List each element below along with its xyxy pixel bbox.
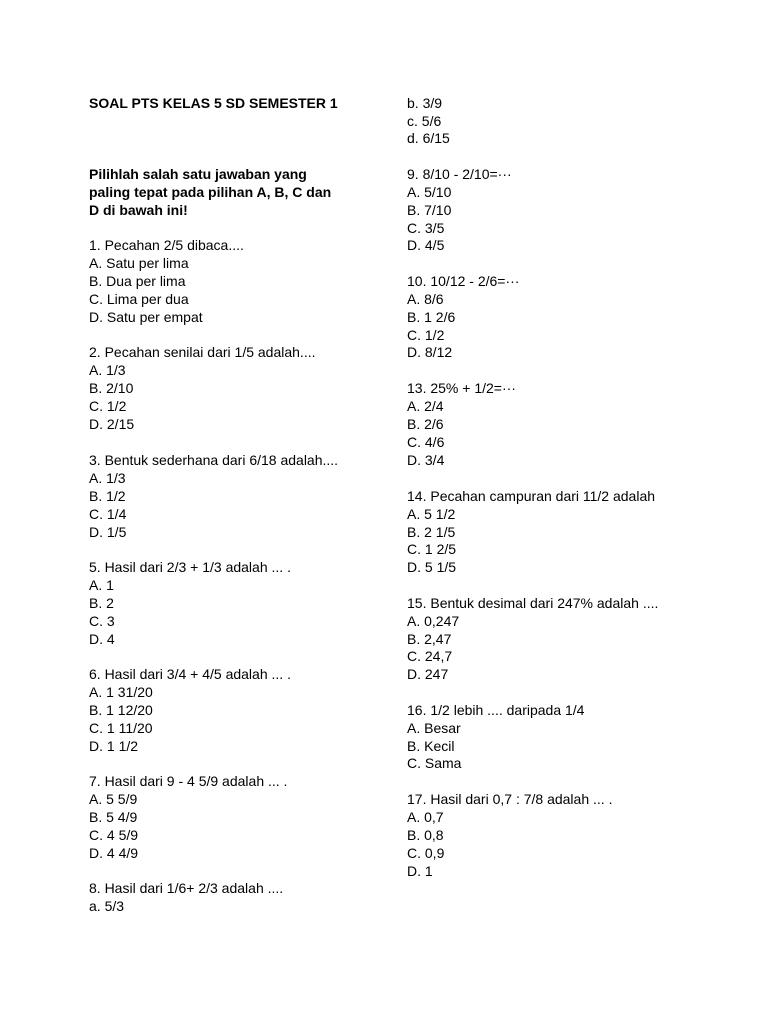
question-line: A. 5/10 (407, 184, 452, 200)
question-line: A. 5 5/9 (89, 791, 138, 807)
question-line: C. 3 (89, 613, 115, 629)
question-line: B. 1/2 (89, 488, 126, 504)
question-line: C. 1/2 (89, 398, 127, 414)
question-line: B. 1 2/6 (407, 309, 456, 325)
question-line: d. 6/15 (407, 130, 450, 146)
question-line: A. 1 31/20 (89, 684, 153, 700)
question-line: C. 3/5 (407, 220, 445, 236)
question-line: A. 1/3 (89, 362, 126, 378)
question-line: a. 5/3 (89, 898, 125, 914)
question-line: A. 0,247 (407, 613, 460, 629)
question-line: A. 1/3 (89, 470, 126, 486)
question-line: D. 2/15 (89, 416, 135, 432)
question-line: A. 2/4 (407, 398, 444, 414)
question-line: D. 4 (89, 631, 115, 647)
question-line: D. 5 1/5 (407, 559, 457, 575)
question-line: 8. Hasil dari 1/6+ 2/3 adalah .... (89, 880, 284, 896)
instruction-text: SOAL PTS KELAS 5 SD SEMESTER 1 (89, 95, 338, 111)
question-line: B. 1 12/20 (89, 702, 153, 718)
question-line: 16. 1/2 lebih .... daripada 1/4 (407, 702, 585, 718)
instruction-text: paling tepat pada pilihan A, B, C dan (89, 184, 332, 200)
question-line: 3. Bentuk sederhana dari 6/18 adalah.... (89, 452, 339, 468)
question-line: B. 2/6 (407, 416, 444, 432)
question-line: D. 1/5 (89, 524, 127, 540)
question-line: D. 8/12 (407, 344, 453, 360)
question-line: B. 2,47 (407, 631, 452, 647)
question-line: C. 24,7 (407, 648, 453, 664)
question-line: 17. Hasil dari 0,7 : 7/8 adalah ... . (407, 791, 613, 807)
question-line: B. 7/10 (407, 202, 452, 218)
question-line: 13. 25% + 1/2=··· (407, 380, 516, 396)
question-line: 7. Hasil dari 9 - 4 5/9 adalah ... . (89, 773, 288, 789)
question-line: B. 2 1/5 (407, 524, 456, 540)
question-line: A. Satu per lima (89, 255, 189, 271)
question-line: D. 4/5 (407, 237, 445, 253)
question-line: 2. Pecahan senilai dari 1/5 adalah.... (89, 344, 316, 360)
question-line: A. 5 1/2 (407, 506, 456, 522)
question-line: C. 1/2 (407, 327, 445, 343)
question-line: B. Kecil (407, 738, 455, 754)
question-line: A. 0,7 (407, 809, 444, 825)
instruction-text: D di bawah ini! (89, 202, 188, 218)
question-line: A. 1 (89, 577, 114, 593)
question-line: D. 247 (407, 666, 449, 682)
question-line: B. 2 (89, 595, 114, 611)
question-line: A. Besar (407, 720, 461, 736)
question-line: 10. 10/12 - 2/6=··· (407, 273, 520, 289)
question-line: D. 3/4 (407, 452, 445, 468)
question-line: 5. Hasil dari 2/3 + 1/3 adalah ... . (89, 559, 291, 575)
instruction-text: Pilihlah salah satu jawaban yang (89, 166, 307, 182)
question-line: C. 4 5/9 (89, 827, 139, 843)
question-line: C. 1/4 (89, 506, 127, 522)
question-line: A. 8/6 (407, 291, 444, 307)
question-line: D. 1 (407, 863, 433, 879)
question-line: 15. Bentuk desimal dari 247% adalah .... (407, 595, 659, 611)
question-line: B. 2/10 (89, 380, 134, 396)
question-line: C. Sama (407, 755, 462, 771)
question-line: D. Satu per empat (89, 309, 203, 325)
question-line: C. 1 11/20 (89, 720, 153, 736)
question-line: C. 1 2/5 (407, 541, 457, 557)
question-line: D. 4 4/9 (89, 845, 139, 861)
question-line: B. Dua per lima (89, 273, 186, 289)
question-line: 9. 8/10 - 2/10=··· (407, 166, 512, 182)
question-line: C. Lima per dua (89, 291, 189, 307)
question-line: 6. Hasil dari 3/4 + 4/5 adalah ... . (89, 666, 291, 682)
question-line: b. 3/9 (407, 95, 443, 111)
question-line: 14. Pecahan campuran dari 11/2 adalah (407, 488, 656, 504)
question-line: c. 5/6 (407, 113, 442, 129)
question-line: C. 0,9 (407, 845, 445, 861)
question-line: B. 5 4/9 (89, 809, 138, 825)
question-line: C. 4/6 (407, 434, 445, 450)
question-line: B. 0,8 (407, 827, 444, 843)
question-line: 1. Pecahan 2/5 dibaca.... (89, 237, 244, 253)
question-line: D. 1 1/2 (89, 738, 139, 754)
